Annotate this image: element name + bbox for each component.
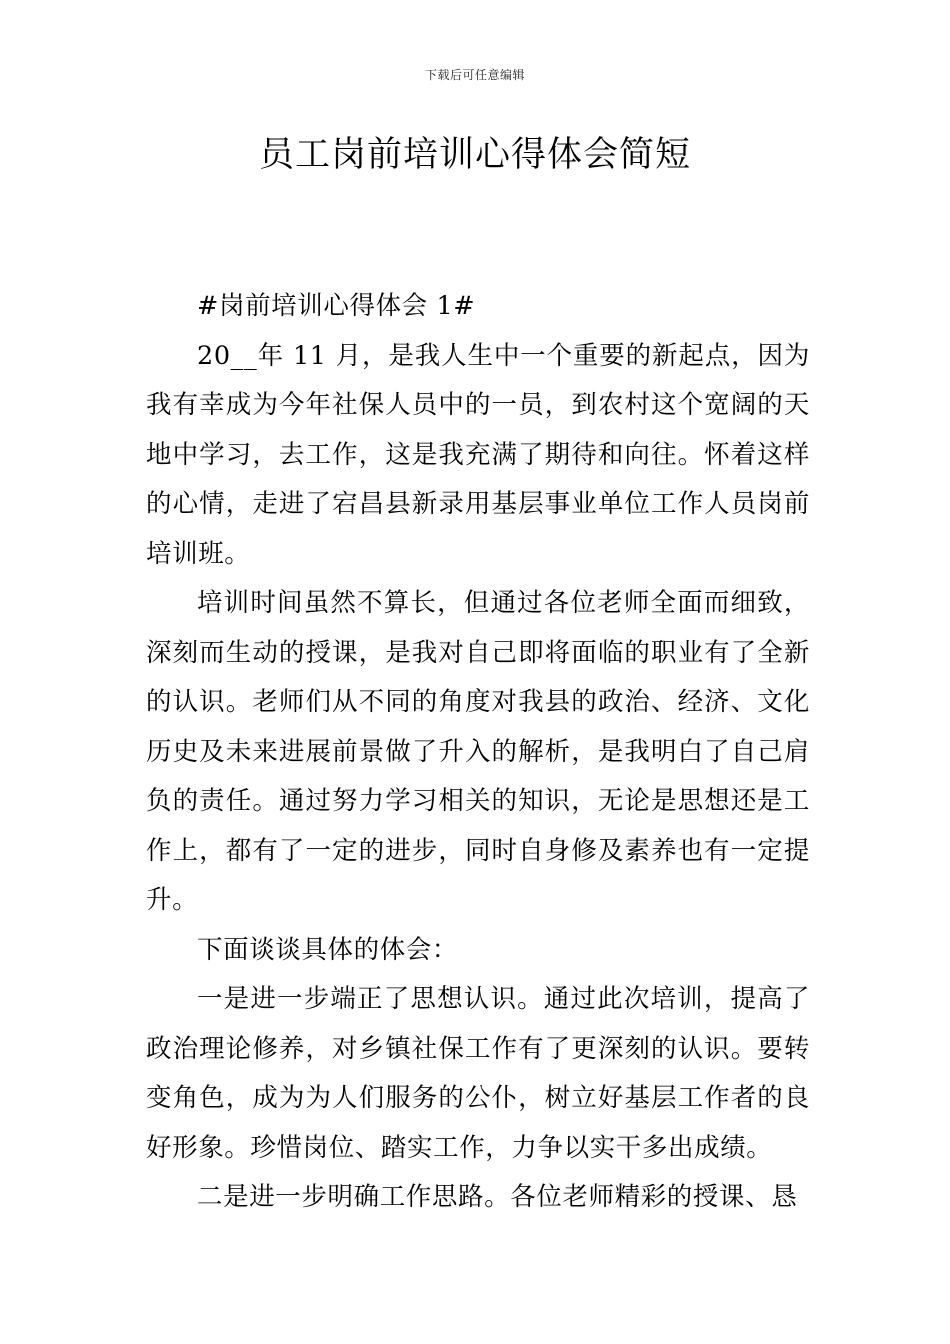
paragraph-training: 培训时间虽然不算长，但通过各位老师全面而细致，深刻而生动的授课，是我对自己即将面临的职业有了全新的认识。老师们从不同的角度对我县的政治、经济、文化历史及未来进展前景做了升入的解析，是我明白了自己肩负的责任。通过努力学习相关的知识，无论是思想还是工作上，都有了一定的进步，同时自身修及素养也有一定提升。 — [146, 588, 810, 915]
section-heading: #岗前培训心得体会 1# — [197, 291, 476, 321]
paragraph-experience-lead: 下面谈谈具体的体会： — [197, 934, 459, 965]
paragraph-point-one: 一是进一步端正了思想认识。通过此次培训，提高了政治理论修养，对乡镇社保工作有了更深刻的认识。要转变角色，成为为人们服务的公仆，树立好基层工作者的良好形象。珍惜岗位、踏实工作，力争以实干多出成绩。 — [146, 984, 810, 1163]
paragraph-intro: 20__年 11 月，是我人生中一个重要的新起点，因为我有幸成为今年社保人员中的一员，到农村这个宽阔的天地中学习，去工作，这是我充满了期待和向往。怀着这样的心情，走进了宕昌县新录用基层事业单位工作人员岗前培训班。 — [146, 340, 810, 569]
document-body — [146, 282, 810, 1223]
document-title: 员工岗前培训心得体会简短 — [258, 135, 691, 175]
paragraph-point-two: 二是进一步明确工作思路。各位老师精彩的授课、恳 — [197, 1182, 798, 1212]
header-note: 下载后可任意编辑 — [424, 68, 525, 82]
